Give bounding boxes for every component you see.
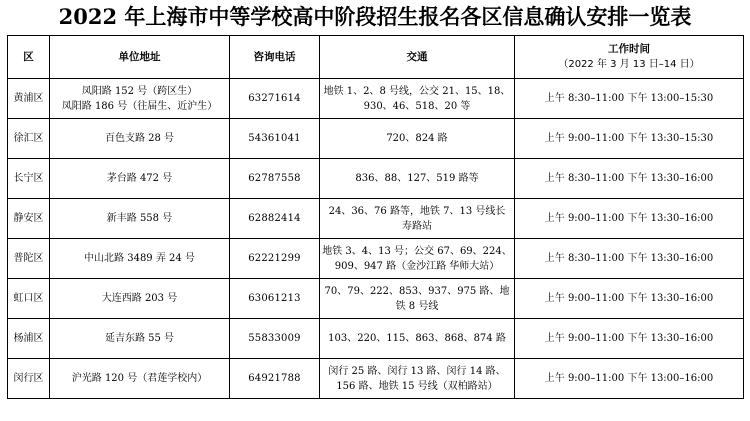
table-row (8, 319, 744, 359)
address-cell (50, 279, 230, 319)
header-row (8, 36, 744, 79)
address-cell (50, 319, 230, 359)
address-cell (50, 119, 230, 159)
header-hours-dates: （2022 年 3 月 13 日–14 日） (558, 59, 700, 70)
district-cell: 黄浦区 (8, 79, 50, 119)
table-row (8, 359, 744, 399)
address-line: 凤阳路 152 号（跨区生） (81, 85, 198, 97)
address-cell (50, 359, 230, 399)
table-row (8, 79, 744, 119)
address-line: 茅台路 472 号 (106, 173, 173, 184)
address-line: 新丰路 558 号 (106, 213, 173, 224)
traffic-line: 156 路、地铁 15 号线（双柏路站） (336, 380, 498, 392)
address-line: 百色支路 28 号 (104, 133, 175, 144)
phone-cell: 55833009 (230, 319, 320, 359)
traffic-cell (320, 199, 515, 239)
hours-cell: 上午 9:00–11:00 下午 13:00–16:00 (515, 359, 744, 399)
phone-cell: 64921788 (230, 359, 320, 399)
traffic-line: 地铁 3、4、13 号；公交 67、69、224、 (322, 245, 512, 257)
table-row (8, 239, 744, 279)
district-cell: 徐汇区 (8, 119, 50, 159)
traffic-line: 铁 8 号线 (395, 300, 439, 312)
address-cell (50, 239, 230, 279)
header-traffic: 交通 (320, 36, 515, 79)
traffic-line: 720、824 路 (386, 133, 448, 144)
traffic-cell (320, 119, 515, 159)
header-address: 单位地址 (50, 36, 230, 79)
phone-cell: 54361041 (230, 119, 320, 159)
hours-cell: 上午 8:30–11:00 下午 13:30–16:00 (515, 159, 744, 199)
traffic-line: 寿路站 (402, 220, 432, 232)
district-cell: 闵行区 (8, 359, 50, 399)
hours-cell: 上午 9:00–11:00 下午 13:30–16:00 (515, 279, 744, 319)
district-cell: 虹口区 (8, 279, 50, 319)
address-line: 凤阳路 186 号（往届生、近沪生） (61, 100, 218, 112)
phone-cell: 62882414 (230, 199, 320, 239)
traffic-cell (320, 79, 515, 119)
address-line: 中山北路 3489 弄 24 号 (84, 253, 195, 264)
header-district: 区 (8, 36, 50, 79)
district-cell: 普陀区 (8, 239, 50, 279)
address-line: 大连西路 203 号 (101, 293, 178, 304)
traffic-cell (320, 279, 515, 319)
hours-cell: 上午 9:00–11:00 下午 13:30–16:00 (515, 319, 744, 359)
traffic-line: 闵行 25 路、闵行 13 路、闵行 14 路、 (328, 365, 506, 377)
header-hours-label: 工作时间 (608, 43, 650, 55)
header-hours (515, 36, 744, 79)
table-row (8, 279, 744, 319)
traffic-line: 836、88、127、519 路等 (355, 173, 479, 184)
traffic-cell (320, 159, 515, 199)
address-line: 延吉东路 55 号 (104, 333, 175, 344)
page-title: 2022 年上海市中等学校高中阶段招生报名各区信息确认安排一览表 (58, 4, 692, 29)
district-cell: 静安区 (8, 199, 50, 239)
address-cell (50, 159, 230, 199)
info-table (7, 35, 744, 399)
traffic-line: 70、79、222、853、937、975 路、地 (324, 285, 510, 297)
phone-cell: 63271614 (230, 79, 320, 119)
hours-cell: 上午 9:00–11:00 下午 13:30–15:30 (515, 119, 744, 159)
traffic-cell (320, 319, 515, 359)
phone-cell: 62221299 (230, 239, 320, 279)
address-cell (50, 79, 230, 119)
traffic-line: 930、46、518、20 等 (363, 100, 471, 112)
table-row (8, 159, 744, 199)
traffic-cell (320, 359, 515, 399)
district-cell: 杨浦区 (8, 319, 50, 359)
hours-cell: 上午 9:00–11:00 下午 13:30–16:00 (515, 199, 744, 239)
header-phone: 咨询电话 (230, 36, 320, 79)
traffic-cell (320, 239, 515, 279)
traffic-line: 地铁 1、2、8 号线，公交 21、15、18、 (323, 85, 511, 97)
table-row (8, 119, 744, 159)
address-cell (50, 199, 230, 239)
address-line: 沪光路 120 号（君莲学校内） (71, 373, 208, 384)
table-row (8, 199, 744, 239)
phone-cell: 63061213 (230, 279, 320, 319)
hours-cell: 上午 8:30–11:00 下午 13:00–15:30 (515, 79, 744, 119)
phone-cell: 62787558 (230, 159, 320, 199)
traffic-line: 103、220、115、863、868、874 路 (328, 333, 506, 344)
district-cell: 长宁区 (8, 159, 50, 199)
traffic-line: 24、36、76 路等，地铁 7、13 号线长 (328, 205, 506, 217)
traffic-line: 909、947 路（金沙江路 华师大站） (334, 260, 500, 272)
hours-cell: 上午 8:30–11:00 下午 13:30–16:00 (515, 239, 744, 279)
